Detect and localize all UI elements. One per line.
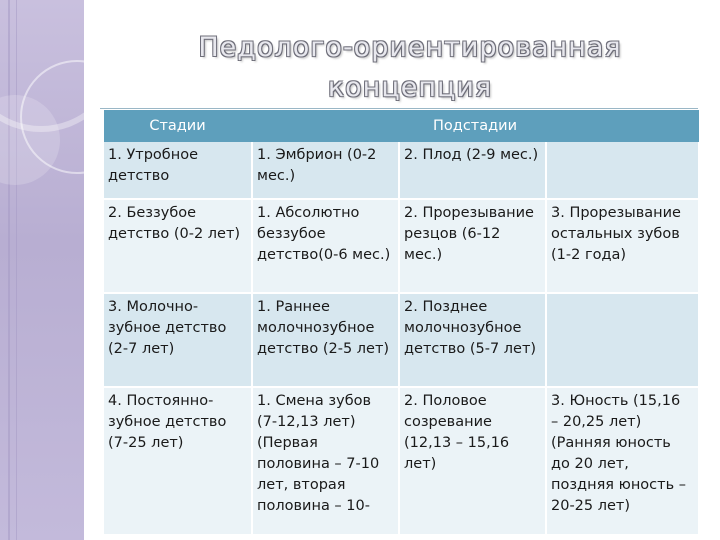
substage-cell: 3. Юность (15,16 – 20,25 лет) (Ранняя юность до 20 лет, поздняя юность – 20-25 лет) [546,387,698,535]
slide-title-line-1: Педолого-ориентированная [198,32,622,63]
title-divider [100,108,698,109]
table-row [104,199,698,293]
table-row [104,293,698,387]
substage-cell: 1. Абсолютно беззубое детство(0-6 мес.) [252,199,399,293]
table-row [104,387,698,535]
header-stages: Стадии [104,110,252,142]
slide-title [160,28,660,108]
substage-cell: 2. Плод (2-9 мес.) [399,142,546,199]
stage-cell: 3. Молочно-зубное детство (2-7 лет) [104,293,252,387]
substage-cell: 3. Прорезывание остальных зубов (1-2 года) [546,199,698,293]
substage-cell [546,293,698,387]
substage-cell [546,142,698,199]
stage-cell: 1. Утробное детство [104,142,252,199]
stages-table [104,110,699,536]
stage-cell: 4. Постоянно-зубное детство (7-25 лет) [104,387,252,535]
substage-cell: 1. Раннее молочнозубное детство (2-5 лет) [252,293,399,387]
substage-cell: 1. Эмбрион (0-2 мес.) [252,142,399,199]
substage-cell: 2. Половое созревание (12,13 – 15,16 лет) [399,387,546,535]
slide-title-line-2: концепция [327,72,493,103]
stage-cell: 2. Беззубое детство (0-2 лет) [104,199,252,293]
table-row [104,142,698,199]
substage-cell: 1. Смена зубов (7-12,13 лет) (Первая половина – 7-10 лет, вторая половина – 10- [252,387,399,535]
header-substages: Подстадии [252,110,698,142]
decorative-side-panel [0,0,84,540]
substage-cell: 2. Прорезывание резцов (6-12 мес.) [399,199,546,293]
substage-cell: 2. Позднее молочнозубное детство (5-7 лет) [399,293,546,387]
table-header-row [104,110,698,142]
